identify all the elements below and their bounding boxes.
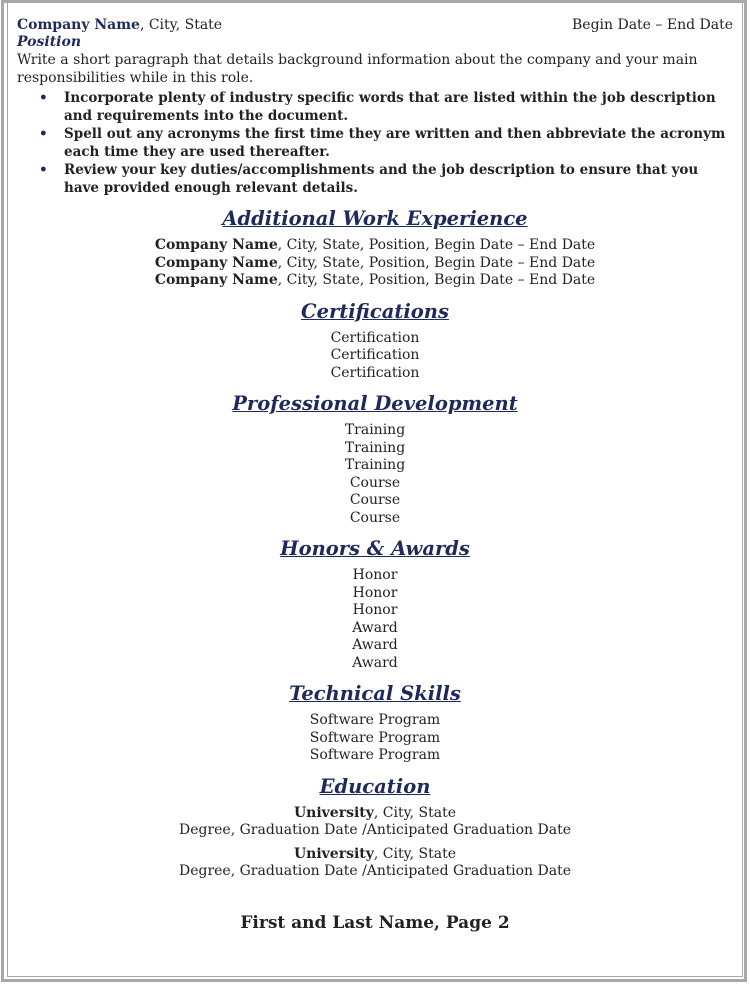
certification-item: Certification [330,364,420,381]
honor-item: Award [352,654,398,671]
development-item: Training [344,457,406,473]
honor-item: Honor [352,567,398,583]
school-name: University [293,804,374,821]
development-item: Course [349,509,401,526]
degree-line: Degree, Graduation Date /Anticipated Graduation Date [178,863,572,879]
bullet-icon: • [39,90,48,106]
bullet-icon: • [39,162,48,178]
honor-item: Honor [352,602,398,618]
section-title: Additional Work Experience [222,207,528,230]
duty-item: • Spell out any acronyms the first time they are written and then abbreviate the acronym each time they are used thereafter. [39,126,726,160]
skill-item: Software Program [309,712,441,728]
education-entry: University, City, State Degree, Graduation Date /Anticipated Graduation Date [17,805,733,840]
development-item: Training [344,422,406,438]
honor-item: Award [352,619,398,636]
job-header [17,16,733,34]
job-location: , City, State [139,17,223,33]
professional-development-section [17,392,733,527]
certification-item: Certification [330,347,420,363]
certifications-section [17,300,733,383]
certification-item: Certification [330,329,420,346]
additional-experience-entry: Company Name, City, State, Position, Begin Date – End Date [154,237,596,253]
duty-item: • Incorporate plenty of industry specific words that are listed within the job description and requirements into the document. [39,90,716,124]
honors-section [17,537,733,672]
job-position: Position [17,34,81,50]
honor-item: Honor [352,584,398,601]
section-title: Certifications [301,299,449,323]
resume-page-2 [17,16,733,933]
school-name: University [293,845,374,862]
job-dates: Begin Date – End Date [572,17,733,33]
job-company: Company Name [17,17,140,33]
section-title: Technical Skills [289,682,461,705]
education-entry: University, City, State Degree, Graduation Date /Anticipated Graduation Date [17,846,733,881]
bullet-icon: • [39,126,48,142]
technical-skills-section [17,682,733,765]
job-company-line [17,16,222,34]
education-section [17,775,733,881]
development-item: Course [349,474,401,491]
section-title: Honors & Awards [280,537,470,560]
skill-item: Software Program [309,729,441,746]
duty-item: • Review your key duties/accomplishments and the job description to ensure that you have provided enough relevant details. [39,162,699,196]
development-item: Course [349,492,401,508]
additional-experience-entry: Company Name, City, State, Position, Begin Date – End Date [154,254,596,271]
skill-item: Software Program [309,747,441,763]
section-title: Education [319,774,431,798]
additional-experience-section [17,207,733,290]
additional-experience-entry: Company Name, City, State, Position, Begin Date – End Date [154,272,596,288]
honor-item: Award [352,637,398,653]
degree-line: Degree, Graduation Date /Anticipated Graduation Date [178,822,572,838]
development-item: Training [344,439,406,456]
section-title: Professional Development [232,392,518,415]
page-footer: First and Last Name, Page 2 [240,912,510,933]
job-summary: Write a short paragraph that details background information about the company and your main responsibilities while in this role. [17,52,698,86]
job-duties-list [17,89,733,197]
